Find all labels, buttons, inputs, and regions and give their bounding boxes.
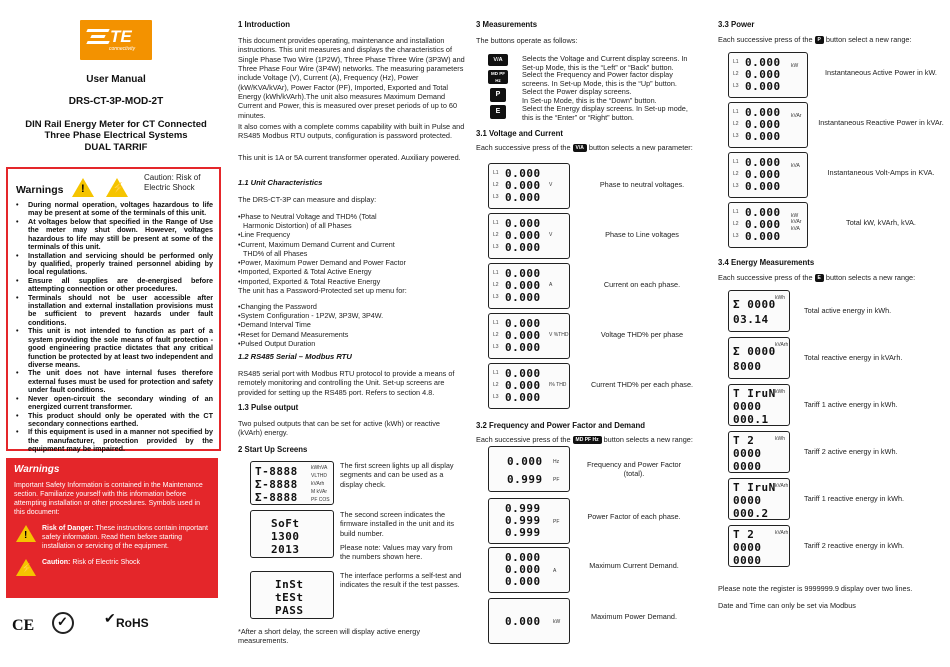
lcd-row: 0.000: [505, 575, 541, 588]
lcd-row: PASS: [275, 604, 304, 617]
lcd-unit: kVArh: [775, 530, 789, 536]
lcd-unit: kVAr: [791, 113, 802, 119]
power-button-icon: P: [815, 36, 824, 44]
lcd-phase-label: L1: [493, 220, 499, 226]
doc-model: DRS-CT-3P-MOD-2T: [68, 96, 164, 107]
lcd-phase-label: L1: [493, 370, 499, 376]
lcd-row: 0000: [733, 400, 762, 413]
lcd-row: 0.000: [505, 291, 541, 304]
note: Please note the register is 9999999.9 display over two lines.: [718, 584, 913, 593]
screen-caption: Tariff 2 reactive energy in kWh.: [804, 541, 905, 550]
lcd-phase-label: L3: [733, 83, 739, 89]
list-item: • Terminals should not be user accessible after installation and external installation provisions must be sufficient to prevent hazards under fault conditions.: [14, 294, 213, 328]
logo-mark: TE: [110, 27, 132, 46]
note: Date and Time can only be set via Modbus: [718, 601, 856, 610]
list-item: • Phase to Neutral Voltage and THD% (Total: [238, 212, 466, 221]
screen-caption: Phase to neutral voltages.: [599, 180, 685, 189]
lcd-phase-label: L2: [733, 171, 739, 177]
paragraph: [476, 435, 712, 444]
section-heading: 3 Measurements: [476, 20, 538, 29]
lcd-phase-label: L3: [493, 394, 499, 400]
warning-triangle-icon: [16, 525, 36, 542]
list-item: • This unit is not intended to function as part of a system providing the sole means of fault protection - good engineering practice dictates that any critical function be protected by at least two independent and diverse means.: [14, 327, 213, 369]
screen-caption: Current THD% per each phase.: [590, 380, 694, 389]
section-heading: 1.2 RS485 Serial – Modbus RTU: [238, 352, 352, 361]
lcd-row: 0.000: [505, 615, 541, 628]
lcd-screen: [728, 384, 790, 426]
section-heading: 3.1 Voltage and Current: [476, 129, 563, 138]
lcd-unit: kWhVA: [311, 465, 328, 471]
paragraph: This document provides operating, maintenance and installation instructions. This unit measures and displays the characteristics of Single Phase Two Wire (1P2W), Three Phase Three Wire (3P3W) and Three Phase Four Wire (3P4W) networks. The measuring parameters include Voltage (V), Current (A), Frequency (Hz), Power (kW/KVA/kVAr), Power Factor (PF), Imported, Exported and Total Energy (kWh/kVArh).The unit also measures Maximum Demand Current and Power, this is measured over preset periods of up to 60 minutes.: [238, 36, 465, 120]
text-span: button select a new range:: [825, 35, 912, 44]
lcd-row: 0.000: [745, 180, 781, 193]
screen-caption: Phase to Line voltages: [605, 230, 679, 239]
lcd-screen: [488, 598, 570, 644]
desc-line: Select the Frequency and Power factor display: [522, 70, 673, 79]
warnings-title: Warnings: [16, 184, 64, 196]
energy-button-icon: E: [815, 274, 824, 282]
lcd-row: 0.000: [505, 167, 541, 180]
rcm-mark-icon: [52, 612, 74, 634]
lcd-unit: kVA: [791, 163, 800, 169]
lcd-unit: PF: [553, 519, 560, 525]
danger-row: [14, 524, 210, 551]
lcd-unit: VLTHD: [311, 473, 328, 479]
warnings-header: [14, 175, 213, 201]
list-item: • Installation and servicing should be performed only by qualified, properly trained personnel abiding by local regulations.: [14, 252, 213, 277]
lcd-phase-label: L3: [493, 244, 499, 250]
lcd-screen: [728, 431, 790, 473]
lcd-row: 0.000: [505, 563, 541, 576]
list-item: • Imported, Exported & Total Active Energy: [238, 267, 466, 276]
lcd-screen: [728, 152, 808, 198]
ce-mark: CE: [12, 617, 35, 634]
lcd-phase-label: L2: [733, 71, 739, 77]
lcd-row: 0.000: [505, 279, 541, 292]
lcd-unit: V %THD: [549, 332, 569, 338]
lcd-row: 0.999: [505, 502, 541, 515]
list-item: • Current, Maximum Demand Current and Current: [238, 240, 466, 249]
paragraph: [718, 35, 948, 44]
column-cover: [0, 0, 232, 667]
list-item: • This product should only be operated with the CT secondary connections earthed.: [14, 412, 213, 429]
lcd-row: 0.000: [505, 391, 541, 404]
lcd-phase-label: L2: [493, 282, 499, 288]
lcd-unit: PF: [553, 477, 560, 483]
lcd-row: T IruN: [733, 387, 776, 400]
paragraph: This unit is 1A or 5A current transformer operated. Auxiliary powered.: [238, 153, 461, 162]
lcd-row: 0.000: [745, 218, 781, 231]
list-item: • Line Frequency: [238, 230, 466, 239]
screen-caption: Tariff 2 active energy in kWh.: [804, 447, 898, 456]
list-item: • If this equipment is used in a manner not specified by the manufacturer, protection provided by the equipment may be impaired.: [14, 428, 213, 453]
lcd-row: 0.000: [745, 230, 781, 243]
lcd-row: 0.000: [505, 267, 541, 280]
warnings-list: [14, 201, 213, 454]
lcd-phase-label: L1: [493, 320, 499, 326]
lcd-row: Σ-8888: [255, 491, 298, 504]
lcd-screen: [488, 363, 570, 409]
lcd-unit: V: [549, 182, 553, 188]
caution-line: Caution: Risk of: [144, 173, 201, 182]
md-pf-hz-button-icon: MD PF Hz: [488, 70, 508, 84]
lcd-row: 0.000: [505, 179, 541, 192]
lcd-screen: [728, 102, 808, 148]
lcd-unit: kWh: [775, 389, 785, 395]
screen-caption: Power Factor of each phase.: [587, 512, 681, 521]
lcd-row: 1300: [271, 530, 300, 543]
desc-line: Select the Power display screens.: [522, 87, 632, 96]
setup-menu-list: [238, 302, 466, 348]
lcd-unit: I% THD: [549, 382, 567, 388]
screen-caption: Tariff 1 active energy in kWh.: [804, 400, 898, 409]
lcd-screen: [728, 202, 808, 248]
lcd-row: tESt: [275, 591, 304, 604]
logo-bars-icon: [87, 29, 109, 47]
lcd-unit: kVArh: [311, 481, 325, 487]
lcd-row: 0.000: [505, 379, 541, 392]
subtitle-line: DUAL TARRIF: [84, 141, 148, 153]
va-button-icon: V/A: [488, 54, 508, 66]
caution-line: Electric Shock: [144, 183, 195, 192]
lcd-firmware-screen: [250, 510, 334, 558]
caution-text: Risk of Electric Shock: [70, 559, 141, 567]
list-item: THD% of all Phases: [243, 248, 308, 258]
lcd-phase-label: L2: [733, 221, 739, 227]
lcd-row: 000.2: [733, 507, 769, 520]
lcd-screen: [488, 446, 570, 492]
lcd-row: 0.000: [745, 106, 781, 119]
lcd-row: Σ-8888: [255, 478, 298, 491]
lcd-phase-label: L2: [493, 182, 499, 188]
screen-caption: Voltage THD% per phase: [600, 330, 684, 339]
paragraph: The DRS-CT-3P can measure and display:: [238, 195, 377, 204]
lcd-selftest-screen: [250, 571, 334, 619]
lcd-row: 0.999: [507, 473, 543, 486]
lcd-row: 8000: [733, 360, 762, 373]
warning-triangle-icon: [72, 178, 94, 197]
screen-caption: Frequency and Power Factor (total).: [586, 460, 682, 479]
lcd-row: T IruN: [733, 481, 776, 494]
list-item: • Pulsed Output Duration: [238, 339, 466, 348]
lcd-row: 0.000: [745, 130, 781, 143]
lcd-screen: [728, 525, 790, 567]
section-heading: 3.3 Power: [718, 20, 755, 29]
lcd-phase-label: L2: [493, 382, 499, 388]
lcd-row: 0.000: [745, 156, 781, 169]
md-pf-hz-button-icon: MD PF Hz: [573, 436, 602, 444]
lcd-row: 0.000: [745, 56, 781, 69]
caution-row: [14, 558, 210, 580]
warnings-box: [6, 167, 221, 454]
text-span: Each successive press of the: [476, 435, 571, 444]
button-desc: [522, 70, 712, 89]
button-desc: [522, 87, 712, 106]
lcd-row: 000.1: [733, 413, 769, 426]
lcd-row: InSt: [275, 578, 304, 591]
screen-caption: Maximum Current Demand.: [589, 561, 679, 570]
lcd-row: 0.999: [505, 526, 541, 539]
logo-tagline: connectivity: [109, 46, 136, 52]
lcd-screen: [488, 263, 570, 309]
lcd-row: 0.000: [505, 551, 541, 564]
lcd-phase-label: L3: [733, 133, 739, 139]
desc-line: screens. In Set-up Mode, this is the “Up” button.: [522, 79, 677, 89]
section-heading: 1.1 Unit Characteristics: [238, 178, 323, 187]
lcd-row: T-8888: [255, 465, 298, 478]
lcd-row: 0.000: [745, 80, 781, 93]
safety-info-title: Warnings: [14, 464, 60, 475]
danger-label: Risk of Danger:: [42, 524, 94, 532]
power-button-icon: P: [490, 88, 506, 102]
list-item: • Power, Maximum Power Demand and Power Factor: [238, 258, 466, 267]
list-item: • The unit does not have internal fuses therefore external fuses must be used for protection and safety under fault conditions.: [14, 369, 213, 394]
electric-shock-icon: [106, 178, 128, 197]
lcd-screen: [488, 547, 570, 593]
screen-caption: Total active energy in kWh.: [804, 306, 892, 315]
lcd-row: 0.000: [507, 455, 543, 468]
doc-title: User Manual: [86, 74, 146, 85]
lcd-row: 0.000: [505, 217, 541, 230]
column-introduction: [238, 0, 470, 667]
lcd-row: 0.000: [505, 329, 541, 342]
subtitle-line: Three Phase Electrical Systems: [44, 130, 188, 142]
lcd-phase-label: L1: [493, 270, 499, 276]
doc-subtitle: [10, 119, 222, 153]
list-item: • During normal operation, voltages hazardous to life may be present at some of the terminals of this unit.: [14, 201, 213, 218]
danger-text: These instructions contain important safety information. Read them before starting installation or servicing of the equipment.: [42, 524, 208, 551]
section-heading: 3.2 Frequency and Power Factor and Demand: [476, 421, 645, 430]
lcd-row: 0000: [733, 541, 762, 554]
lcd-row: 0.000: [745, 168, 781, 181]
lcd-row: 0.000: [505, 229, 541, 242]
lcd-phase-label: L3: [733, 233, 739, 239]
lcd-unit: kW: [553, 619, 561, 625]
lcd-row: 0000: [733, 447, 762, 460]
screen-caption: Maximum Power Demand.: [591, 612, 677, 621]
paragraph: RS485 serial port with Modbus RTU protocol to provide a means of remotely monitoring and controlling the Unit. Set-up screens are provided for setting up the RS485 port. Refers to section 4.8.: [238, 369, 455, 397]
lcd-row: 0.000: [745, 118, 781, 131]
lcd-row: 0.000: [505, 367, 541, 380]
text-span: Each successive press of the: [476, 143, 571, 152]
rohs-check-icon: ✔: [104, 610, 116, 626]
lcd-unit: A: [553, 568, 557, 574]
lcd-unit: A: [549, 282, 553, 288]
lcd-screen: [728, 337, 790, 379]
lcd-screen: [488, 213, 570, 259]
lcd-row: SoFt: [271, 517, 300, 530]
desc-line: this is the “Enter” or “Right” button.: [522, 113, 634, 123]
rohs-mark: RoHS: [116, 616, 149, 630]
lcd-row: Σ 0000: [733, 345, 776, 358]
lcd-phase-label: L3: [493, 294, 499, 300]
text-span: Each successive press of the: [718, 273, 813, 282]
list-item: • At voltages below that specified in the Range of Use the meter may shut down. However, voltages hazardous to life may still be present at some of the terminals of this unit.: [14, 218, 213, 252]
screen-caption: Instantaneous Reactive Power in kVAr.: [818, 118, 944, 127]
subtitle-line: DIN Rail Energy Meter for CT Connected: [25, 119, 207, 130]
lcd-unit: kVArh: [775, 483, 789, 489]
section-heading: 1 Introduction: [238, 20, 290, 29]
lcd-phase-label: L3: [733, 183, 739, 189]
characteristics-list: [238, 212, 466, 286]
lcd-row: 0.000: [505, 241, 541, 254]
lcd-screen: [488, 498, 570, 544]
screen-caption: Total kW, kVArh, kVA.: [846, 218, 916, 227]
list-item: • Changing the Password: [238, 302, 466, 311]
desc-line: Selects the Voltage and Current display screens. In: [522, 54, 688, 63]
lcd-unit: Hz: [553, 459, 560, 465]
caution-label: Caution:: [42, 559, 71, 567]
lcd-phase-label: L2: [493, 332, 499, 338]
lcd-row: Σ 0000: [733, 298, 776, 311]
lcd-unit: kWh: [775, 295, 785, 301]
screen-caption: Current on each phase.: [603, 280, 681, 289]
lcd-row: 03.14: [733, 313, 769, 326]
text-span: Each successive press of the: [718, 35, 813, 44]
te-logo: [80, 20, 152, 60]
desc-line: Set-up Mode, this is the “Left” or “Back” button.: [522, 63, 674, 73]
paragraph: The interface performs a self-test and indicates the result if the test passes.: [340, 571, 462, 590]
lcd-test-screen: [250, 461, 334, 505]
paragraph: Two pulsed outputs that can be set for active (kWh) or reactive (kVArh) energy.: [238, 419, 440, 438]
lcd-row: 0.000: [505, 341, 541, 354]
va-button-icon: V/A: [573, 144, 587, 152]
lcd-unit: M kVAr: [311, 489, 328, 495]
paragraph: [476, 143, 712, 152]
lcd-row: 0000: [733, 494, 762, 507]
lcd-phase-label: L1: [733, 209, 739, 215]
list-item: • System Configuration - 1P2W, 3P3W, 3P4W.: [238, 311, 466, 320]
paragraph: The buttons operate as follows:: [476, 36, 578, 45]
lcd-unit: kWh: [775, 436, 785, 442]
screen-caption: Instantaneous Active Power in kW.: [825, 68, 937, 77]
list-item: Harmonic Distortion) of all Phases: [243, 221, 352, 231]
caution-label: [144, 173, 224, 193]
lcd-unit: kW kVAr kVA: [791, 213, 802, 232]
column-measurements: [476, 0, 714, 667]
lcd-row: 0.000: [505, 191, 541, 204]
column-power-energy: [718, 0, 950, 667]
lcd-row: 0.000: [745, 206, 781, 219]
text-span: button selects a new range:: [825, 273, 916, 282]
text-span: button selects a new parameter:: [588, 143, 693, 152]
lcd-phase-label: L2: [733, 121, 739, 127]
section-heading: 3.4 Energy Measurements: [718, 258, 815, 267]
lcd-row: T 2: [733, 528, 755, 541]
paragraph: The first screen lights up all display segments and can be used as a display check.: [340, 461, 454, 489]
section-heading: 2 Start Up Screens: [238, 445, 308, 454]
lcd-phase-label: L3: [493, 194, 499, 200]
lcd-row: T 2: [733, 434, 755, 447]
paragraph: The unit has a Password-Protected set up menu for:: [238, 286, 407, 295]
screen-caption: Instantaneous Volt-Amps in KVA.: [827, 168, 935, 177]
lcd-unit: V: [549, 232, 553, 238]
lcd-row: 0.000: [505, 317, 541, 330]
paragraph: [718, 273, 948, 282]
lcd-phase-label: L1: [733, 59, 739, 65]
lcd-phase-label: L1: [733, 109, 739, 115]
lcd-row: 0000: [733, 460, 762, 473]
button-desc: [522, 104, 712, 123]
safety-info-box: [6, 458, 218, 598]
paragraph: The second screen indicates the firmware installed in the unit and its build number.: [340, 510, 454, 538]
paragraph: It also comes with a complete comms capability with built in Pulse and RS485 Modbus RTU outputs, configuration is password protected.: [238, 122, 465, 141]
lcd-screen: [488, 163, 570, 209]
lcd-phase-label: L3: [493, 344, 499, 350]
list-item: • Ensure all supplies are de-energised before attempting connection or other procedures.: [14, 277, 213, 294]
section-heading: 1.3 Pulse output: [238, 403, 299, 412]
desc-line: Select the Energy display screens. In Set-up mode,: [522, 104, 688, 113]
text-span: button selects a new range:: [603, 435, 693, 444]
screen-caption: Total reactive energy in kVArh.: [804, 353, 903, 362]
list-item: • Imported, Exported & Total Reactive Energy: [238, 277, 466, 286]
lcd-phase-label: L1: [733, 159, 739, 165]
desc-line: In Set-up Mode, this is the “Down” button.: [522, 96, 657, 106]
paragraph: Please note: Values may vary from the numbers shown here.: [340, 543, 453, 562]
lcd-row: 0.999: [505, 514, 541, 527]
lcd-unit: kW: [791, 63, 799, 69]
lcd-screen: [728, 478, 790, 520]
list-item: • Reset for Demand Measurements: [238, 330, 466, 339]
footnote: *After a short delay, the screen will display active energy measurements.: [238, 627, 420, 646]
lcd-row: 2013: [271, 543, 300, 556]
energy-button-icon: E: [490, 105, 506, 119]
lcd-phase-label: L2: [493, 232, 499, 238]
electric-shock-icon: [16, 559, 36, 576]
screen-caption: Tariff 1 reactive energy in kWh.: [804, 494, 905, 503]
lcd-unit: PF COS: [311, 497, 330, 503]
list-item: • Never open-circuit the secondary winding of an energized current transformer.: [14, 395, 213, 412]
lcd-row: 0.000: [745, 68, 781, 81]
lcd-screen: [728, 290, 790, 332]
list-item: • Demand Interval Time: [238, 320, 466, 329]
lcd-screen: [728, 52, 808, 98]
lcd-row: 0000: [733, 554, 762, 567]
lcd-unit: kVArh: [775, 342, 789, 348]
safety-info-intro: Important Safety Information is contained in the Maintenance section. Familiarize yourself with this information before attempting installation or other procedures. Symbols used in this document:: [14, 481, 203, 516]
lcd-screen: [488, 313, 570, 359]
lcd-phase-label: L1: [493, 170, 499, 176]
